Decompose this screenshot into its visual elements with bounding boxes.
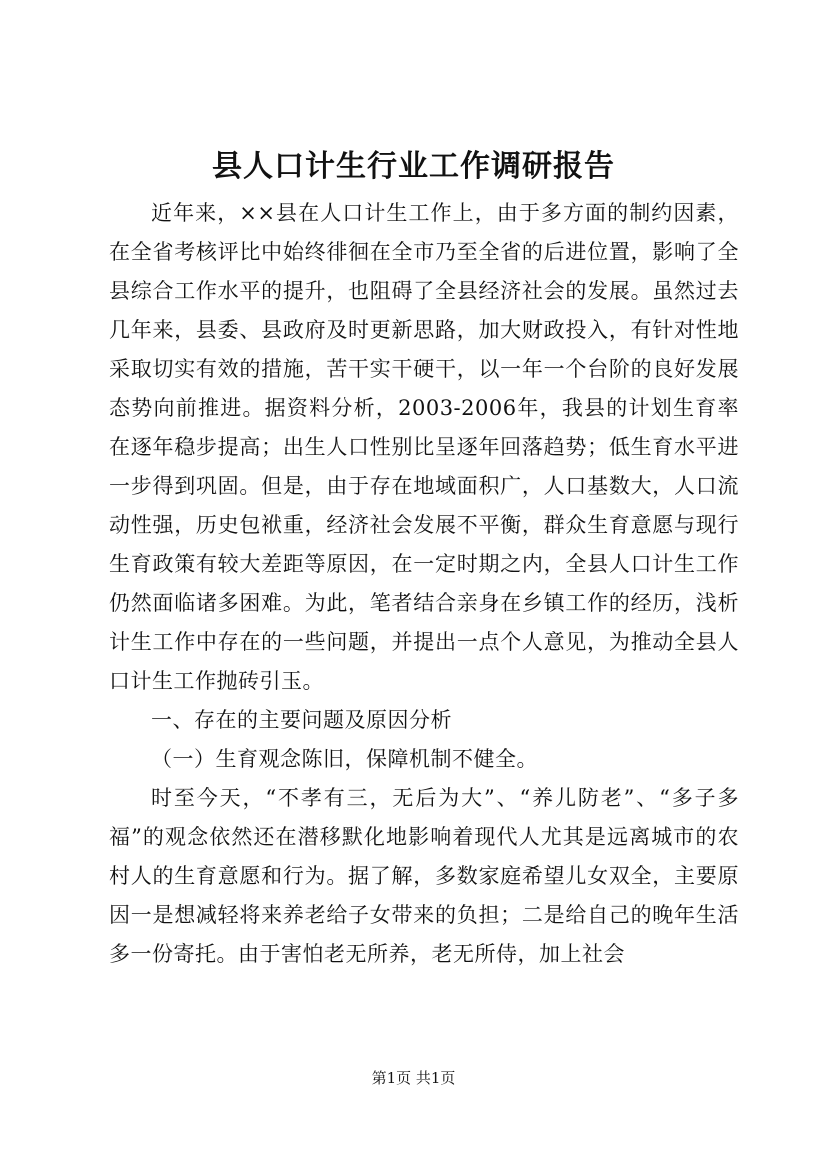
section-heading: 一、存在的主要问题及原因分析 — [151, 708, 452, 732]
subsection-heading: （一）生育观念陈旧，保障机制不健全。 — [151, 747, 538, 771]
document-body — [109, 194, 739, 974]
paragraph-body: 时至今天，“不孝有三，无后为大”、“养儿防老”、“多子多福”的观念依然还在潜移默化地影响着现代人尤其是远离城市的农村人的生育意愿和行为。据了解，多数家庭希望儿女双全，主要原因一是想减轻将来养老给子女带来的负担；二是给自己的晚年生活多一份寄托。由于害怕老无所养，老无所侍，加上社会 — [109, 786, 739, 966]
document-title: 县人口计生行业工作调研报告 — [212, 149, 615, 184]
page-footer: 第1页 共1页 — [371, 1069, 456, 1087]
paragraph-intro: 近年来，××县在人口计生工作上，由于多方面的制约因素，在全省考核评比中始终徘徊在全市乃至全省的后进位置，影响了全县综合工作水平的提升，也阻碍了全县经济社会的发展。虽然过去几年来，县委、县政府及时更新思路，加大财政投入，有针对性地采取切实有效的措施，苦干实干硬干，以一年一个台阶的良好发展态势向前推进。据资料分析，2003-2006年，我县的计划生育率在逐年稳步提高；出生人口性别比呈逐年回落趋势；低生育水平进一步得到巩固。但是，由于存在地域面积广，人口基数大，人口流动性强，历史包袱重，经济社会发展不平衡，群众生育意愿与现行生育政策有较大差距等原因，在一定时期之内，全县人口计生工作仍然面临诸多困难。为此，笔者结合亲身在乡镇工作的经历，浅析计生工作中存在的一些问题，并提出一点个人意见，为推动全县人口计生工作抛砖引玉。 — [109, 201, 739, 693]
